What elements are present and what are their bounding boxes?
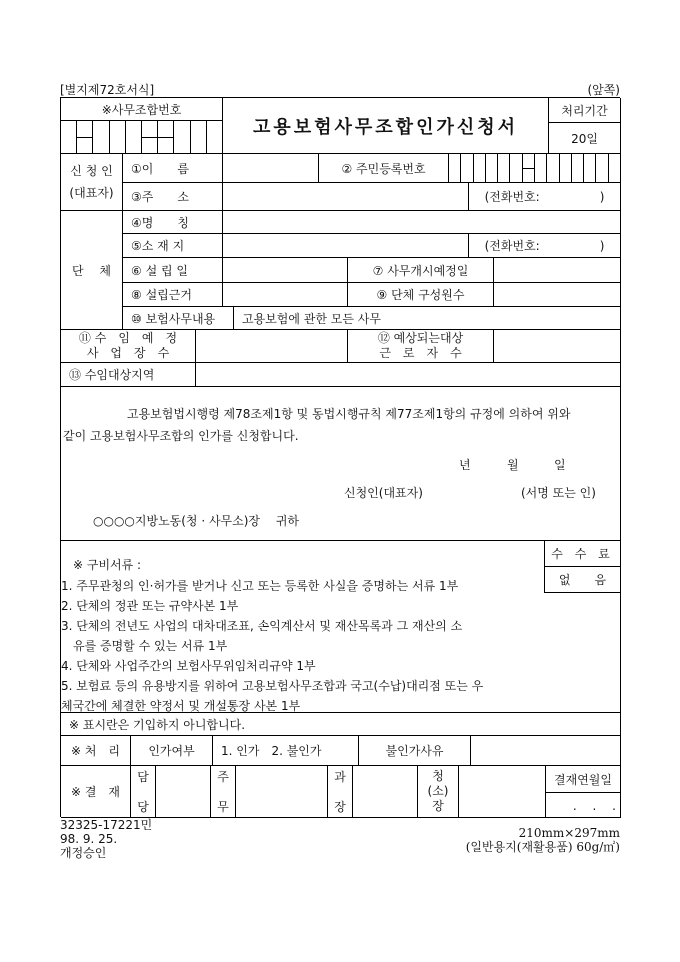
sites-input[interactable] [196, 330, 348, 363]
region-label: ⑬ 수임대상지역 [61, 363, 196, 387]
period-label: 처리기간 [549, 98, 621, 123]
side-label: (앞쪽) [587, 83, 620, 97]
sites-label-2: 사 업 장 수 [86, 346, 170, 360]
basis-input[interactable] [223, 283, 348, 307]
period-value: 20일 [549, 123, 621, 154]
rrn-boxes[interactable] [449, 154, 621, 183]
staff-label-2: 당 [137, 800, 149, 814]
footer-left [60, 818, 152, 860]
applicant-phone[interactable]: (전화번호: ) [469, 183, 621, 211]
start-input[interactable] [494, 258, 621, 283]
members-label: ⑨ 단체 구성원수 [348, 283, 494, 307]
signer-label: 신청인(대표자) [344, 486, 423, 500]
sites-label-1: ⑪ 수 임 예 정 [78, 331, 178, 345]
approval-date-label: 결재연월일 [546, 766, 621, 793]
union-no-label: ※사무조합번호 [61, 98, 223, 121]
applicant-label [61, 154, 123, 211]
staff-sign[interactable] [156, 766, 211, 818]
director-label-3: 장 [432, 799, 444, 813]
statement-line-1: 고용보험법시행령 제78조제1항 및 동법시행규칙 제77조제1항의 규정에 의하여 위와 [127, 407, 571, 421]
address-label: ③주 소 [123, 183, 223, 211]
docs-item: 5. 보험료 등의 유용방지를 위하여 고용보험사무조합과 국고(수납)대리점 또는 우 [61, 679, 484, 693]
docs-list [61, 576, 483, 716]
org-location-input[interactable] [223, 234, 469, 258]
rrn-label: ② 주민등록번호 [319, 154, 449, 183]
org-location-label: ⑤소 재 지 [123, 234, 223, 258]
revision-approved: 개정승인 [60, 846, 107, 860]
docs-title: ※ 구비서류 : [73, 558, 142, 572]
docs-item: 4. 단체와 사업주간의 보험사무위임처리규약 1부 [61, 659, 316, 673]
basis-label: ⑧ 설립근거 [123, 283, 223, 307]
approval-date-value[interactable]: . . . [546, 793, 621, 818]
docs-item: 유를 증명할 수 있는 서류 1부 [61, 639, 228, 653]
founded-label: ⑥ 설 립 일 [123, 258, 223, 283]
work-value: 고용보험에 관한 모든 사무 [234, 307, 621, 330]
section-head-label-2: 장 [334, 800, 346, 814]
sites-label [61, 330, 196, 363]
docs-item: 2. 단체의 정관 또는 규약사본 1부 [61, 599, 239, 613]
work-label: ⑩ 보험사무내용 [123, 307, 234, 330]
fee-value: 없 음 [544, 567, 621, 593]
form-number: 32325-17221민 [60, 818, 153, 832]
form-title: 고용보험사무조합인가신청서 [223, 98, 549, 154]
applicant-label-1: 신 청 인 [70, 164, 113, 178]
staff-label-1: 담 [137, 770, 149, 784]
approval-options[interactable]: 1. 인가 2. 불인가 [213, 736, 359, 766]
section-head-sign[interactable] [353, 766, 418, 818]
founded-input[interactable] [223, 258, 348, 283]
director-label-2: (소) [427, 784, 449, 798]
chief-label-2: 무 [217, 800, 229, 814]
approval-row-label: ※ 결 재 [61, 766, 131, 818]
start-label: ⑦ 사무개시예정일 [348, 258, 494, 283]
docs-item: 1. 주무관청의 인·허가를 받거나 신고 또는 등록한 사실을 증명하는 서류 1부 [61, 579, 459, 593]
chief-label-1: 주 [217, 770, 229, 784]
day-label: 일 [554, 458, 566, 472]
chief-sign[interactable] [236, 766, 328, 818]
reason-label: 불인가사유 [359, 736, 471, 766]
sign-label: (서명 또는 인) [521, 486, 596, 500]
addressee: ○○○○지방노동(청 · 사무소)장 귀하 [93, 514, 300, 528]
union-no-boxes[interactable] [61, 121, 223, 154]
applicant-label-2: (대표자) [69, 186, 114, 200]
region-input[interactable] [196, 363, 621, 387]
docs-item: 체국간에 체결한 약정서 및 개설통장 사본 1부 [61, 699, 301, 713]
org-name-input[interactable] [223, 211, 621, 234]
org-phone[interactable]: (전화번호: ) [469, 234, 621, 258]
paper-size: 210mm×297mm [518, 826, 620, 840]
form-code: [별지제72호서식] [60, 83, 155, 97]
workers-input[interactable] [494, 330, 621, 363]
year-label: 년 [459, 458, 471, 472]
members-input[interactable] [494, 283, 621, 307]
director-label-1: 청 [432, 769, 444, 783]
address-input[interactable] [223, 183, 469, 211]
name-input[interactable] [223, 154, 319, 183]
revision-date: 98. 9. 25. [60, 832, 118, 846]
staff-label [131, 766, 156, 818]
month-label: 월 [507, 458, 519, 472]
application-form [60, 97, 620, 817]
notice: ※ 표시란은 기입하지 아니합니다. [61, 713, 621, 736]
docs-item: 3. 단체의 전년도 사업의 대차대조표, 손익계산서 및 재산목록과 그 재산의 소 [61, 619, 463, 633]
workers-label-1: ⑫ 예상되는대상 [377, 331, 464, 345]
chief-label [211, 766, 236, 818]
process-label: ※ 처 리 [61, 736, 131, 766]
name-label: ①이 름 [123, 154, 223, 183]
fee-label: 수 수 료 [544, 541, 621, 567]
org-name-label: ④명 칭 [123, 211, 223, 234]
director-label [418, 766, 459, 818]
org-label: 단 체 [61, 211, 123, 330]
section-head-label [328, 766, 353, 818]
approval-label: 인가여부 [131, 736, 213, 766]
footer-right [466, 826, 620, 854]
director-sign[interactable] [459, 766, 546, 818]
statement-line-2: 같이 고용보험사무조합의 인가를 신청합니다. [63, 429, 299, 443]
reason-input[interactable] [471, 736, 621, 766]
section-head-label-1: 과 [334, 770, 346, 784]
workers-label-2: 근 로 자 수 [379, 346, 462, 360]
paper-type: (일반용지(재활용품) 60g/㎡) [465, 840, 620, 854]
workers-label [348, 330, 494, 363]
